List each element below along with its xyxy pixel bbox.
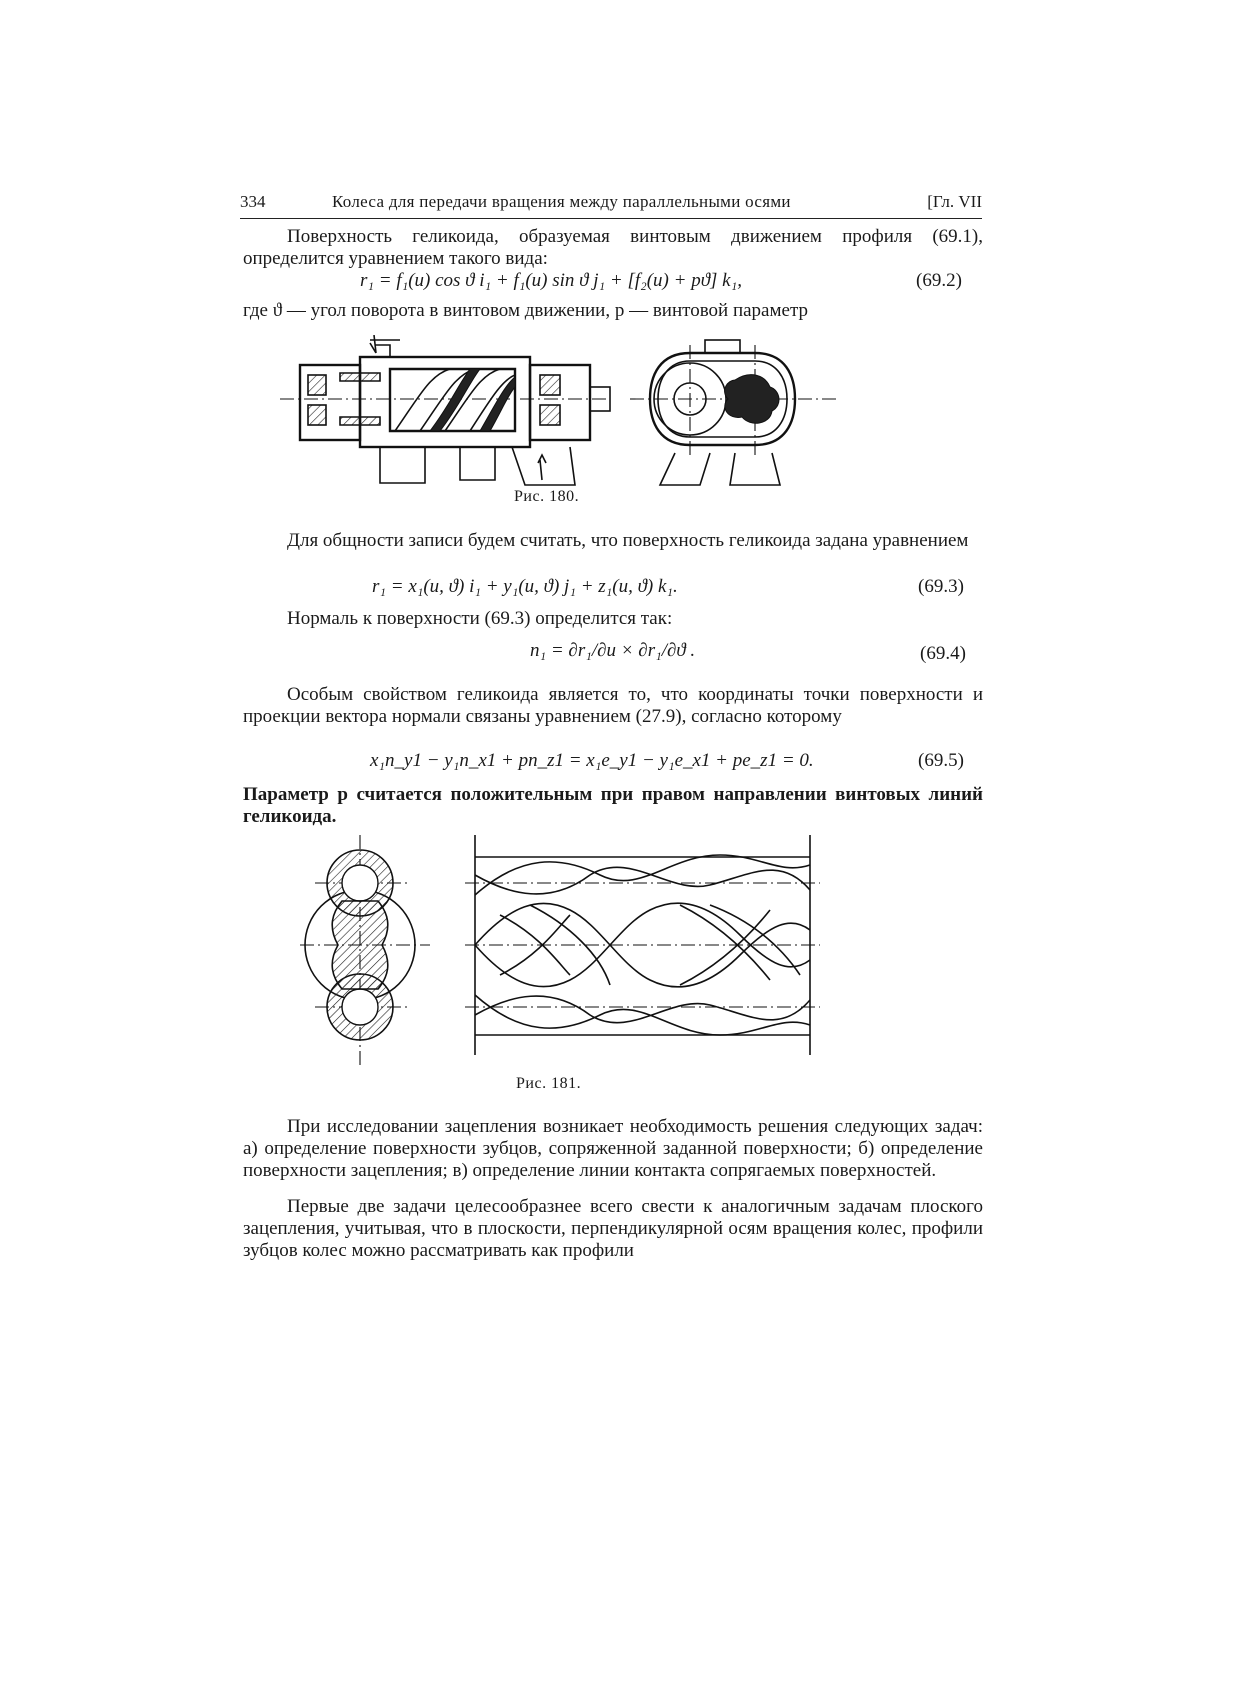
paragraph-1: Поверхность геликоида, образуемая винтовым движением профиля (69.1), определится уравнением такого вида: xyxy=(243,226,983,269)
header-rule xyxy=(240,218,982,219)
paragraph-2: где ϑ — угол поворота в винтовом движении, p — винтовой параметр xyxy=(243,300,808,321)
rotor-cross-section xyxy=(300,835,430,1065)
paragraph-4: Нормаль к поверхности (69.3) определится так: xyxy=(287,608,673,629)
rotor-longitudinal-view xyxy=(465,835,820,1055)
paragraph-5: Особым свойством геликоида является то, что координаты точки поверхности и проекции вектора нормали связаны уравнением (27.9), согласно которому xyxy=(243,684,983,727)
figure-180-drawing xyxy=(280,335,850,490)
pump-end-view xyxy=(630,340,840,485)
formula-69-3: r₁ = x₁(u, ϑ) i₁ + y₁(u, ϑ) j₁ + z₁(u, ϑ) k₁. xyxy=(372,576,678,597)
figure-181-drawing xyxy=(300,835,895,1065)
formula-69-5-number: (69.5) xyxy=(918,750,964,771)
running-title: Колеса для передачи вращения между параллельными осями xyxy=(332,192,791,211)
formula-69-3-number: (69.3) xyxy=(918,576,964,597)
paragraph-7: При исследовании зацепления возникает необходимость решения следующих задач: а) определение поверхности зубцов, сопряженной заданной поверхности; б) определение поверхности зацепления; в) определение линии контакта сопрягаемых поверхностей. xyxy=(243,1116,983,1181)
paragraph-3: Для общности записи будем считать, что поверхность геликоида задана уравнением xyxy=(287,530,969,551)
formula-69-2: r₁ = f₁(u) cos ϑ i₁ + f₁(u) sin ϑ j₁ + [f₂(u) + pϑ] k₁, xyxy=(360,270,742,291)
formula-69-5: x₁n_y1 − y₁n_x1 + pn_z1 = x₁e_y1 − y₁e_x1 + pe_z1 = 0. xyxy=(370,750,814,771)
paragraph-8: Первые две задачи целесообразнее всего свести к аналогичным задачам плоского зацепления, учитывая, что в плоскости, перпендикулярной осям вращения колес, профили зубцов колес можно рассматривать как профили xyxy=(243,1196,983,1261)
figure-181-caption: Рис. 181. xyxy=(516,1075,582,1092)
formula-69-2-number: (69.2) xyxy=(916,270,962,291)
figure-180-caption: Рис. 180. xyxy=(514,488,580,505)
formula-69-4: n₁ = ∂r₁/∂u × ∂r₁/∂ϑ . xyxy=(530,640,696,661)
paragraph-6: Параметр p считается положительным при правом направлении винтовых линий геликоида. xyxy=(243,784,983,827)
running-header xyxy=(240,192,982,216)
formula-69-4-number: (69.4) xyxy=(920,643,966,664)
chapter-label: [Гл. VII xyxy=(927,192,982,211)
pump-longitudinal-section xyxy=(280,335,610,485)
page-number: 334 xyxy=(240,192,266,211)
